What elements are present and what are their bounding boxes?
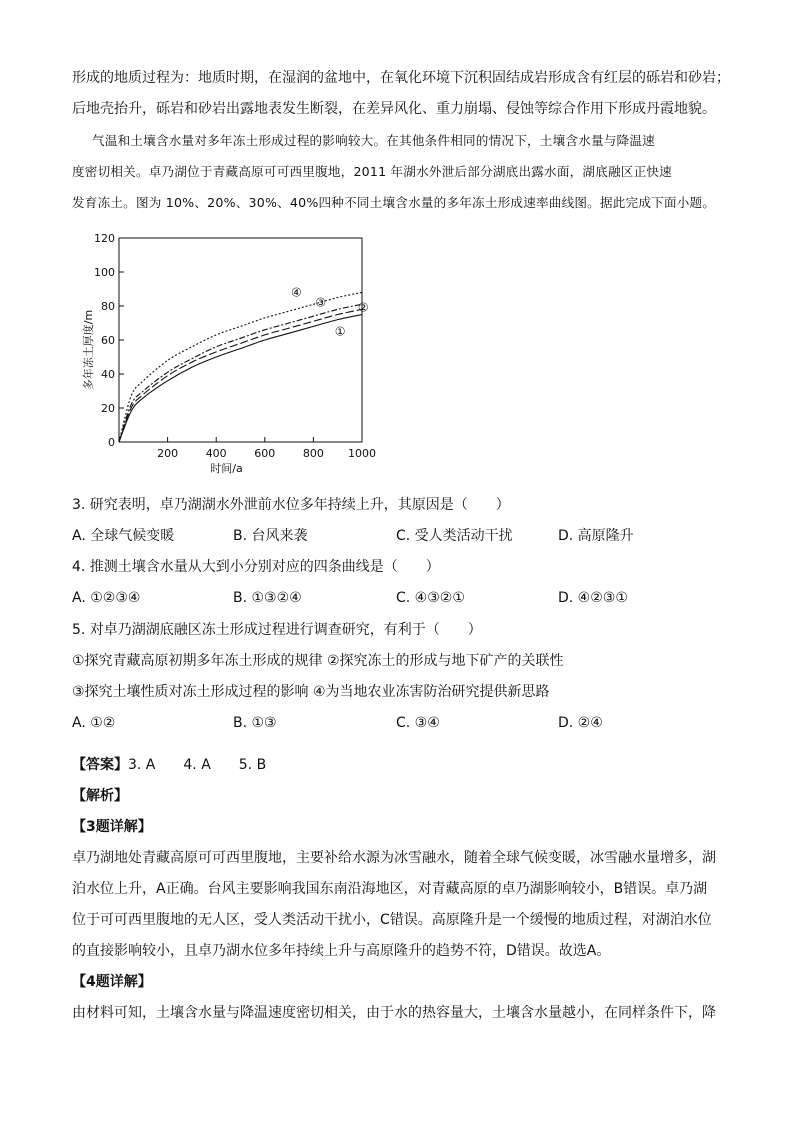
q5-option-d[interactable]: D. ②④: [558, 715, 603, 731]
paragraph-line: 后地壳抬升，砾岩和砂岩出露地表发生断裂，在差异风化、重力崩塌、侵蚀等综合作用下形成丹霞地貌。: [72, 101, 716, 117]
q3-analysis-line: 卓乃湖地处青藏高原可可西里腹地，主要补给水源为冰雪融水，随着全球气候变暖，冰雪融水量增多，湖: [72, 850, 716, 866]
x-tick-label: 200: [157, 447, 179, 460]
answer-label: 【答案】: [72, 757, 128, 773]
series-label-1: ①: [334, 324, 346, 339]
q3-analysis-line: 位于可可西里腹地的无人区，受人类活动干扰小，C错误。高原隆升是一个缓慢的地质过程，对湖泊水位: [72, 912, 712, 928]
q4-analysis-line: 由材料可知，土壤含水量与降温速度密切相关，由于水的热容量大，土壤含水量越小，在同样条件下，降: [72, 1005, 716, 1021]
q4-option-c[interactable]: C. ④③②①: [396, 590, 465, 606]
plot-frame: [119, 238, 362, 442]
x-tick-label: 800: [302, 447, 324, 460]
q3-analysis-line: 泊水位上升，A正确。台风主要影响我国东南沿海地区，对青藏高原的卓乃湖影响较小，B错误。卓乃湖: [72, 881, 708, 897]
question-4-stem: 4. 推测土壤含水量从大到小分别对应的四条曲线是（ ）: [72, 559, 440, 575]
q5-option-b[interactable]: B. ①③: [233, 715, 277, 731]
q3-option-b[interactable]: B. 台风来袭: [233, 528, 308, 544]
q4-option-b[interactable]: B. ①③②④: [233, 590, 302, 606]
series-line-2: [119, 309, 362, 442]
y-tick-label: 60: [101, 334, 115, 347]
q5-option-c[interactable]: C. ③④: [396, 715, 440, 731]
q3-option-c[interactable]: C. 受人类活动干扰: [396, 528, 513, 544]
series-line-3: [119, 304, 362, 442]
y-tick-label: 120: [94, 232, 115, 245]
y-tick-label: 20: [101, 402, 115, 415]
permafrost-chart: [72, 222, 392, 482]
paragraph-line: 形成的地质过程为：地质时期，在湿润的盆地中，在氧化环境下沉积固结成岩形成含有红层的砾岩和砂岩；: [72, 70, 730, 86]
analysis-label: 【解析】: [72, 788, 128, 804]
intro-line: 度密切相关。卓乃湖位于青藏高原可可西里腹地，2011 年湖水外泄后部分湖底出露水面，湖底融区正快速: [72, 164, 672, 179]
y-axis-label: 多年冻土厚度/m: [82, 309, 95, 391]
x-axis-label: 时间/a: [210, 462, 243, 475]
y-tick-label: 0: [108, 436, 115, 449]
q4-analysis-heading: 【4题详解】: [72, 974, 152, 990]
x-tick-label: 600: [254, 447, 276, 460]
q5-statements-2: ③探究土壤性质对冻土形成过程的影响 ④为当地农业冻害防治研究提供新思路: [72, 684, 550, 700]
series-label-2: ②: [357, 300, 369, 315]
q3-analysis-line: 的直接影响较小，且卓乃湖水位多年持续上升与高原隆升的趋势不符，D错误。故选A。: [72, 943, 611, 959]
q5-statements-1: ①探究青藏高原初期多年冻土形成的规律 ②探究冻土的形成与地下矿产的关联性: [72, 653, 564, 669]
intro-line: 气温和土壤含水量对多年冻土形成过程的影响较大。在其他条件相同的情况下，土壤含水量与降温速: [92, 133, 655, 148]
answer-row: [72, 755, 266, 775]
x-tick-label: 400: [205, 447, 227, 460]
series-label-3: ③: [315, 295, 327, 310]
question-3-stem: 3. 研究表明，卓乃湖湖水外泄前水位多年持续上升，其原因是（ ）: [72, 497, 510, 513]
series-line-1: [119, 315, 362, 443]
q3-analysis-heading: 【3题详解】: [72, 819, 152, 835]
q4-option-a[interactable]: A. ①②③④: [72, 590, 141, 606]
answer-values: 3. A 4. A 5. B: [128, 757, 267, 773]
q4-option-d[interactable]: D. ④②③①: [558, 590, 628, 606]
series-label-4: ④: [291, 285, 302, 300]
y-tick-label: 100: [94, 266, 115, 279]
q3-option-d[interactable]: D. 高原隆升: [558, 528, 634, 544]
y-tick-label: 40: [101, 368, 115, 381]
q3-option-a[interactable]: A. 全球气候变暖: [72, 528, 175, 544]
x-tick-label: 1000: [348, 447, 376, 460]
intro-line: 发育冻土。图为 10%、20%、30%、40%四种不同土壤含水量的多年冻土形成速率曲线图。据此完成下面小题。: [72, 195, 716, 210]
series-line-4: [119, 292, 362, 442]
q5-option-a[interactable]: A. ①②: [72, 715, 116, 731]
y-tick-label: 80: [101, 300, 115, 313]
question-5-stem: 5. 对卓乃湖湖底融区冻土形成过程进行调查研究，有利于（ ）: [72, 622, 482, 638]
